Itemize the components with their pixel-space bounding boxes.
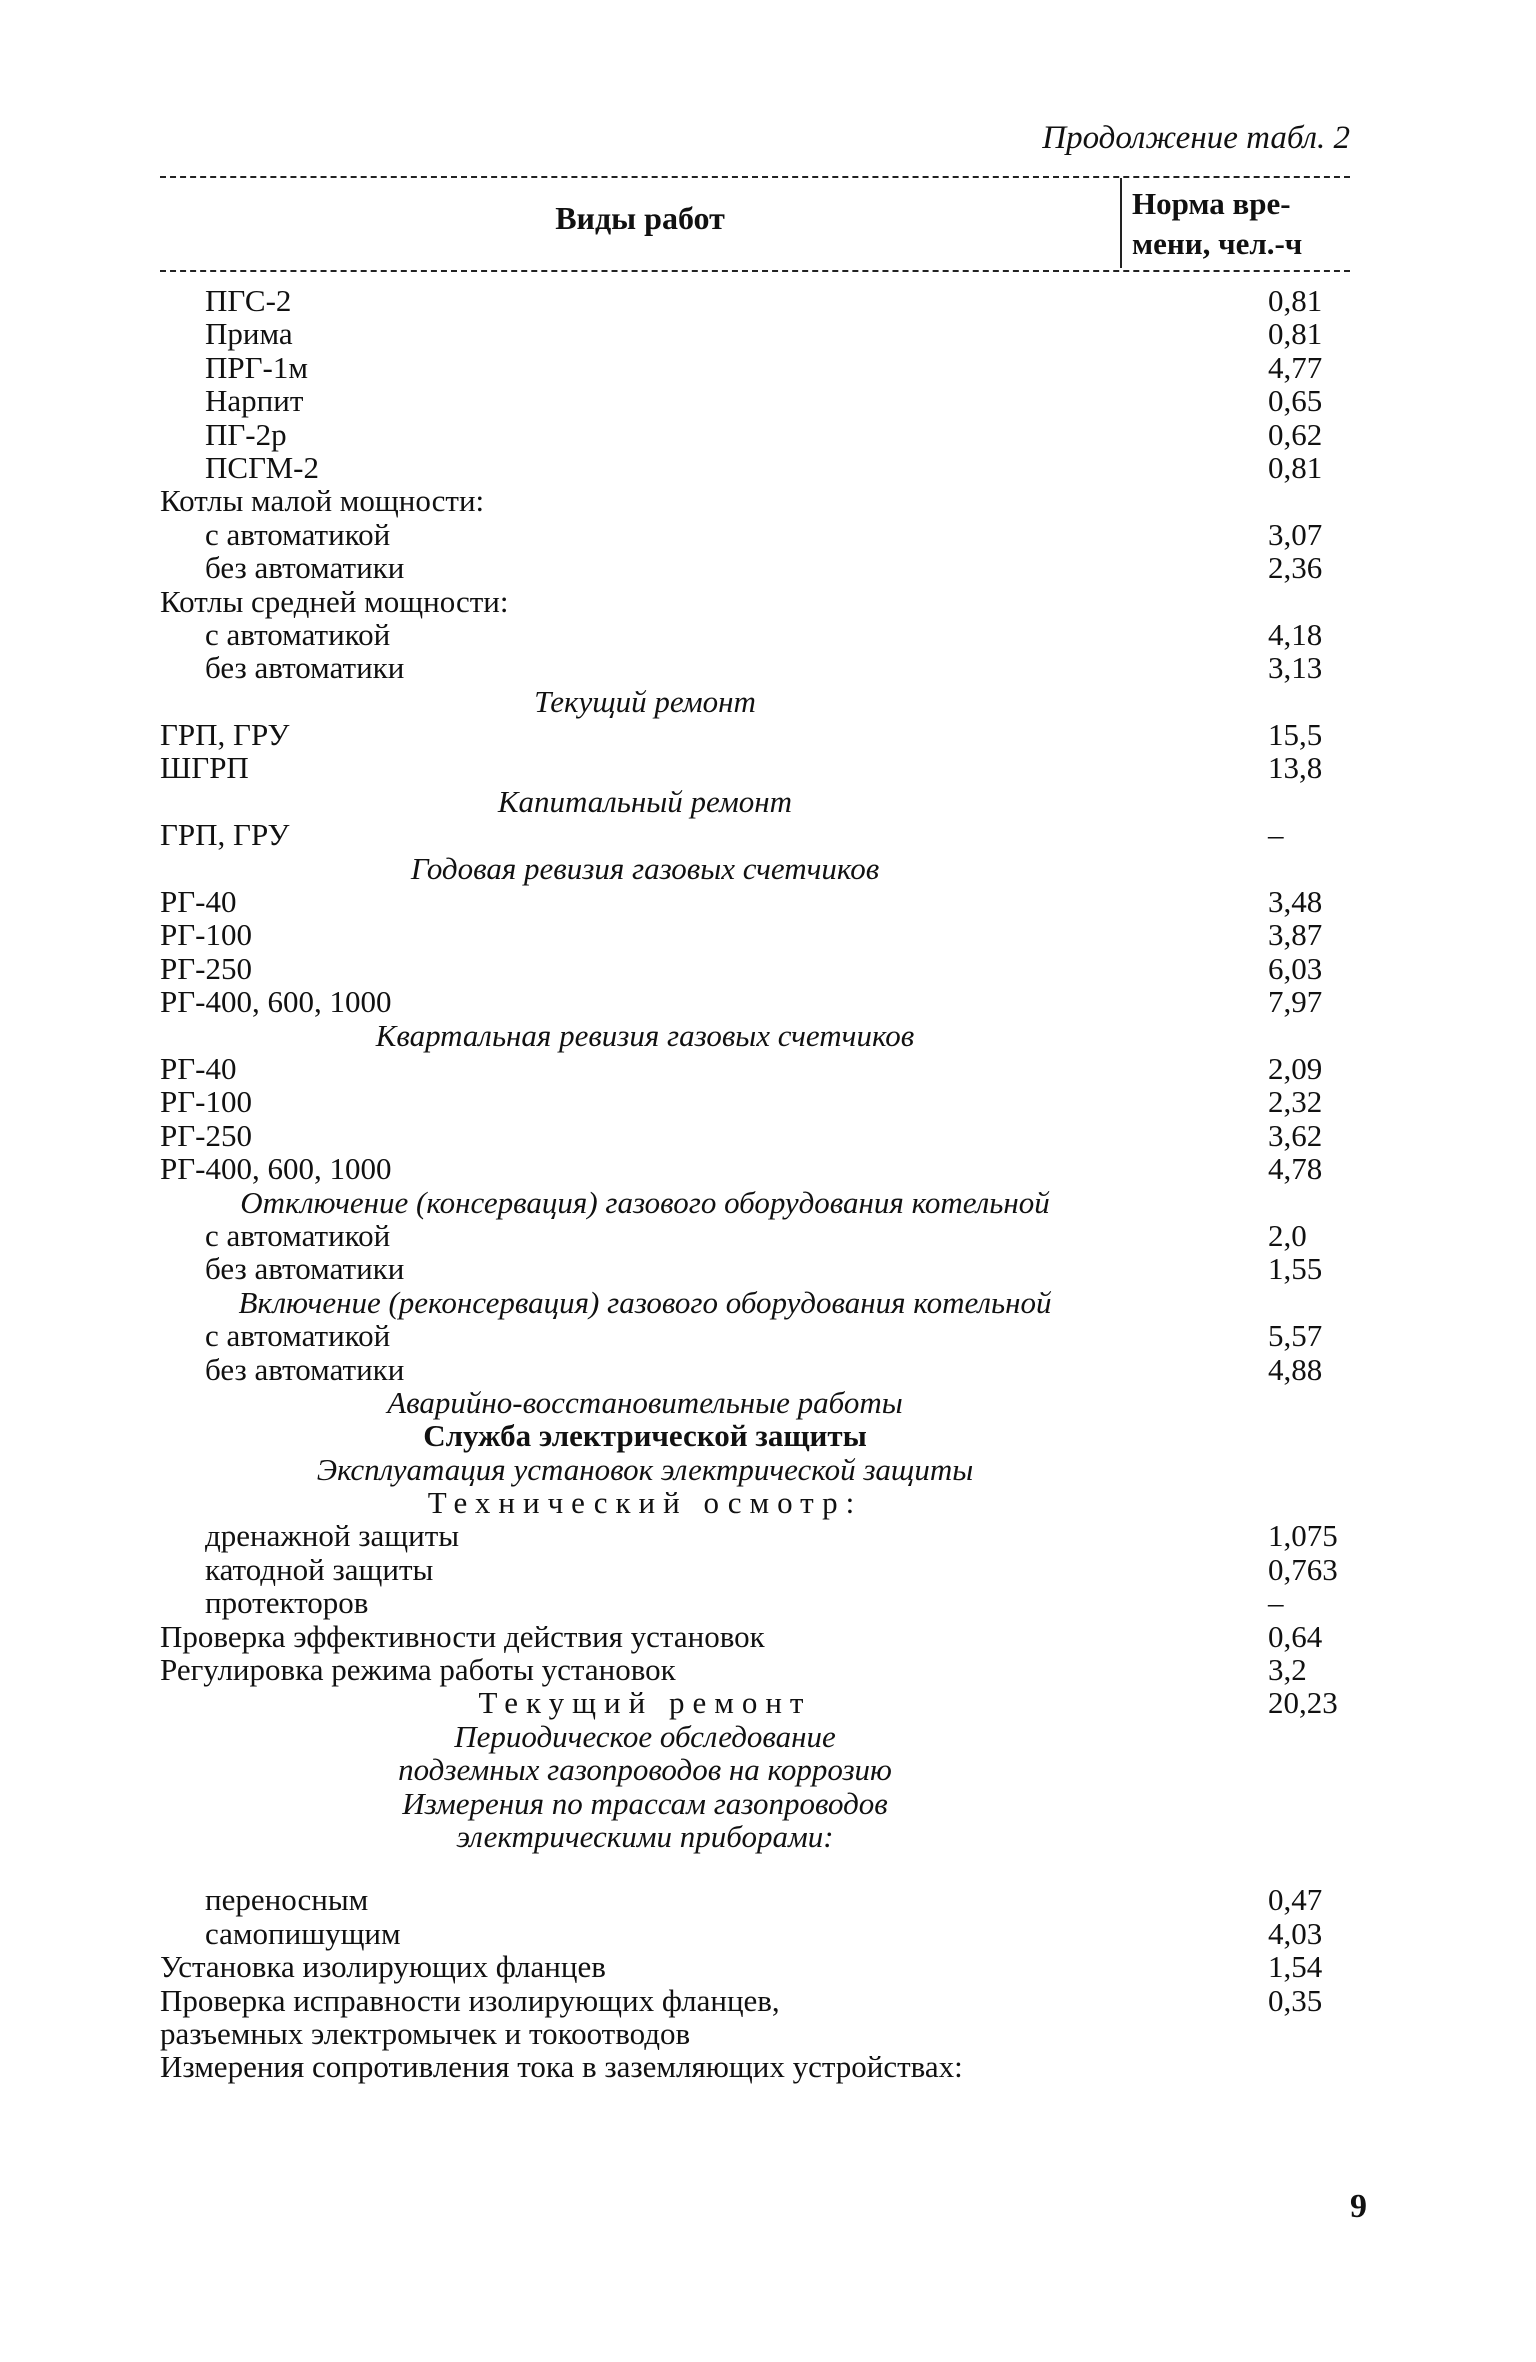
row-label: Регулировка режима работы установок — [160, 1652, 676, 1688]
row-label: Нарпит — [205, 383, 304, 419]
page-number: 9 — [1350, 2188, 1367, 2225]
header-divider — [1120, 178, 1122, 268]
table-row — [160, 418, 1350, 451]
row-value: 0,64 — [1268, 1618, 1323, 1654]
row-value: 0,81 — [1268, 449, 1323, 485]
row-value: 4,78 — [1268, 1151, 1323, 1187]
table-row — [160, 2050, 1350, 2083]
row-value: 3,62 — [1268, 1117, 1323, 1153]
row-value: 6,03 — [1268, 950, 1323, 986]
table-row — [160, 1950, 1350, 1983]
row-label: ГРП, ГРУ — [160, 717, 290, 753]
row-value: 3,2 — [1268, 1652, 1307, 1688]
row-value: 4,77 — [1268, 349, 1323, 385]
table-row — [160, 484, 1350, 517]
row-value: 1,075 — [1268, 1518, 1338, 1554]
table-row — [160, 1820, 1350, 1853]
row-label: Эксплуатация установок электрической защиты — [316, 1451, 974, 1487]
table-row — [160, 1085, 1350, 1118]
row-value: 2,0 — [1268, 1217, 1307, 1253]
table-row — [160, 518, 1350, 551]
row-label: электрическими приборами: — [456, 1818, 834, 1854]
row-label: ПСГМ-2 — [205, 449, 319, 485]
table-row — [160, 1853, 1350, 1883]
row-value: 1,54 — [1268, 1949, 1323, 1985]
row-label: переносным — [205, 1882, 369, 1918]
row-value: 15,5 — [1268, 717, 1323, 753]
table-row — [160, 885, 1350, 918]
table-row — [160, 1152, 1350, 1185]
row-value: 7,97 — [1268, 984, 1323, 1020]
table-row — [160, 1883, 1350, 1916]
header-time-norm — [1132, 184, 1350, 264]
table-row — [160, 651, 1350, 684]
table-row — [160, 685, 1350, 718]
row-label: Проверка эффективности действия установок — [160, 1618, 765, 1654]
row-label: РГ-100 — [160, 917, 252, 953]
row-value: 3,07 — [1268, 516, 1323, 552]
table-row — [160, 1653, 1350, 1686]
row-value: 0,81 — [1268, 283, 1323, 318]
row-label: ШГРП — [160, 750, 249, 786]
row-value: 0,65 — [1268, 383, 1323, 419]
table-row — [160, 618, 1350, 651]
row-label: РГ-100 — [160, 1084, 252, 1120]
row-label: Годовая ревизия газовых счетчиков — [410, 850, 880, 886]
row-value: 2,36 — [1268, 550, 1323, 586]
table-row — [160, 384, 1350, 417]
row-label: РГ-250 — [160, 950, 252, 986]
row-value: 0,47 — [1268, 1882, 1323, 1918]
row-label: РГ-400, 600, 1000 — [160, 984, 392, 1020]
table-row — [160, 1052, 1350, 1085]
row-label: Периодическое обследование — [454, 1718, 836, 1754]
row-label: ПГС-2 — [205, 283, 292, 318]
row-label: РГ-40 — [160, 1050, 237, 1086]
table-row — [160, 751, 1350, 784]
table-row — [160, 1753, 1350, 1786]
table-row — [160, 1453, 1350, 1486]
row-label: РГ-250 — [160, 1117, 252, 1153]
table-header — [160, 178, 1350, 270]
row-label: Котлы малой мощности: — [160, 483, 485, 519]
table-row — [160, 918, 1350, 951]
header-time-norm-line2: мени, чел.-ч — [1132, 226, 1303, 261]
header-work-type: Виды работ — [555, 200, 725, 236]
table-row — [160, 718, 1350, 751]
row-label: без автоматики — [205, 650, 405, 686]
row-value: – — [1268, 1585, 1284, 1621]
table-row — [160, 284, 1350, 317]
row-value: 3,13 — [1268, 650, 1323, 686]
header-time-norm-line1: Норма вре- — [1132, 186, 1291, 221]
table-row — [160, 1553, 1350, 1586]
row-value: – — [1268, 817, 1284, 853]
row-label: Измерения по трассам газопроводов — [402, 1785, 888, 1821]
table-row — [160, 1586, 1350, 1619]
row-label: Текущий ремонт — [534, 683, 756, 719]
row-label: Технический осмотр: — [427, 1485, 863, 1521]
table-row — [160, 1917, 1350, 1950]
header-bottom-rule — [160, 270, 1350, 272]
row-label: с автоматикой — [205, 516, 391, 552]
row-label: без автоматики — [205, 1351, 405, 1387]
row-label: с автоматикой — [205, 616, 391, 652]
row-value: 2,32 — [1268, 1084, 1323, 1120]
table-row — [160, 1720, 1350, 1753]
row-value: 0,81 — [1268, 316, 1323, 352]
table-row — [160, 1252, 1350, 1285]
row-label: Капитальный ремонт — [497, 783, 793, 819]
row-value: 3,48 — [1268, 884, 1323, 920]
row-label: ПРГ-1м — [205, 349, 308, 385]
row-label: Отключение (консервация) газового оборудования котельной — [240, 1184, 1050, 1220]
table-row — [160, 1620, 1350, 1653]
row-value: 0,35 — [1268, 1982, 1323, 2018]
row-label: подземных газопроводов на коррозию — [398, 1752, 892, 1788]
table-row — [160, 551, 1350, 584]
table-row — [160, 1353, 1350, 1386]
table-row — [160, 1319, 1350, 1352]
table-row — [160, 2017, 1350, 2050]
table-row — [160, 451, 1350, 484]
row-value: 4,18 — [1268, 616, 1323, 652]
table-row — [160, 585, 1350, 618]
row-label: Служба электрической защиты — [423, 1418, 867, 1454]
table-row — [160, 1686, 1350, 1719]
row-label: Включение (реконсервация) газового оборудования котельной — [238, 1284, 1052, 1320]
row-label: без автоматики — [205, 550, 405, 586]
row-value: 4,03 — [1268, 1915, 1323, 1951]
table-body — [160, 284, 1350, 2084]
row-value: 3,87 — [1268, 917, 1323, 953]
table-row — [160, 852, 1350, 885]
row-label: без автоматики — [205, 1251, 405, 1287]
row-label: Текущий ремонт — [478, 1685, 812, 1721]
table-row — [160, 1219, 1350, 1252]
table-row — [160, 1386, 1350, 1419]
table-row — [160, 1519, 1350, 1552]
row-label: РГ-400, 600, 1000 — [160, 1151, 392, 1187]
row-value: 4,88 — [1268, 1351, 1323, 1387]
row-label: разъемных электромычек и токоотводов — [160, 2015, 691, 2051]
row-label: Прима — [205, 316, 293, 352]
table-row — [160, 952, 1350, 985]
table-row — [160, 1419, 1350, 1452]
row-value: 20,23 — [1268, 1685, 1338, 1721]
row-label: Котлы средней мощности: — [160, 583, 509, 619]
row-value: 2,09 — [1268, 1050, 1323, 1086]
table-row — [160, 1984, 1350, 2017]
row-value: 0,763 — [1268, 1551, 1338, 1587]
table-continuation-label: Продолжение табл. 2 — [1042, 120, 1350, 156]
table-row — [160, 1019, 1350, 1052]
table-row — [160, 985, 1350, 1018]
row-label: ПГ-2р — [205, 416, 287, 452]
row-label: самопишущим — [205, 1915, 401, 1951]
table-row — [160, 351, 1350, 384]
table-row — [160, 785, 1350, 818]
row-label: с автоматикой — [205, 1318, 391, 1354]
table-row — [160, 1119, 1350, 1152]
table-row — [160, 1486, 1350, 1519]
row-value: 5,57 — [1268, 1318, 1323, 1354]
row-label: Аварийно-восстановительные работы — [387, 1384, 903, 1420]
table-row — [160, 818, 1350, 851]
row-label: с автоматикой — [205, 1217, 391, 1253]
table-row — [160, 317, 1350, 350]
row-label: Квартальная ревизия газовых счетчиков — [375, 1017, 915, 1053]
row-label: протекторов — [205, 1585, 369, 1621]
row-value: 13,8 — [1268, 750, 1323, 786]
row-label: дренажной защиты — [205, 1518, 460, 1554]
row-value: 0,62 — [1268, 416, 1323, 452]
table-row — [160, 1787, 1350, 1820]
row-label: Проверка исправности изолирующих фланцев, — [160, 1982, 780, 2018]
row-label: ГРП, ГРУ — [160, 817, 290, 853]
row-value: 1,55 — [1268, 1251, 1323, 1287]
table-row — [160, 1186, 1350, 1219]
row-label: РГ-40 — [160, 884, 237, 920]
row-label: Установка изолирующих фланцев — [160, 1949, 606, 1985]
row-label: Измерения сопротивления тока в заземляющих устройствах: — [160, 2049, 963, 2085]
row-label: катодной защиты — [205, 1551, 434, 1587]
table-row — [160, 1286, 1350, 1319]
